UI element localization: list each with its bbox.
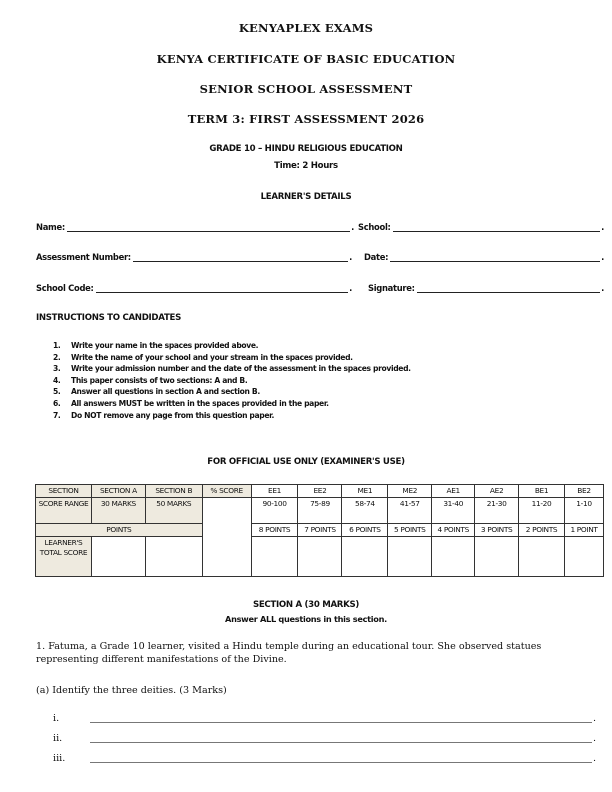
- score-range-label: SCORE RANGE: [36, 498, 92, 524]
- assessment-number-field[interactable]: Assessment Number: .: [36, 252, 352, 262]
- table-header-row: [36, 485, 604, 498]
- answer-line-i[interactable]: i. .: [53, 713, 596, 724]
- header-cell: AE1: [432, 485, 475, 498]
- range-cell: 21-30: [475, 498, 519, 524]
- assessment-title: SENIOR SCHOOL ASSESSMENT: [199, 82, 413, 96]
- points-row: [36, 524, 604, 537]
- points-cell: 7 POINTS: [298, 524, 342, 537]
- exam-time: Time: 2 Hours: [274, 161, 338, 171]
- learner-score-cell[interactable]: [564, 537, 603, 577]
- points-cell: 6 POINTS: [342, 524, 388, 537]
- name-line[interactable]: [67, 222, 350, 232]
- learner-score-cell[interactable]: [519, 537, 565, 577]
- header-cell: SECTION A: [91, 485, 145, 498]
- instructions-heading: INSTRUCTIONS TO CANDIDATES: [36, 313, 181, 323]
- school-code-line[interactable]: [96, 283, 349, 293]
- header-cell: SECTION B: [145, 485, 202, 498]
- instruction-item: 4. This paper consists of two sections: A and B.: [53, 375, 248, 385]
- learner-section-b-score[interactable]: [145, 537, 202, 577]
- range-cell: 75-89: [298, 498, 342, 524]
- header-cell: SECTION: [36, 485, 92, 498]
- range-cell: 41-57: [388, 498, 432, 524]
- instruction-item: 5. Answer all questions in section A and section B.: [53, 387, 260, 397]
- range-cell: 90-100: [251, 498, 298, 524]
- learner-section-a-score[interactable]: [91, 537, 145, 577]
- question-1-text: 1. Fatuma, a Grade 10 learner, visited a Hindu temple during an educational tour. She observed statues representing different manifestations of the Divine.: [36, 641, 542, 665]
- points-cell: 2 POINTS: [519, 524, 565, 537]
- score-table: [35, 484, 604, 577]
- date-label: Date:: [364, 252, 389, 262]
- score-range-row: [36, 498, 604, 524]
- school-code-field[interactable]: School Code: .: [36, 283, 352, 293]
- points-cell: 1 POINT: [564, 524, 603, 537]
- official-use-heading: FOR OFFICIAL USE ONLY (EXAMINER'S USE): [207, 457, 405, 467]
- school-label: School:: [358, 222, 391, 232]
- assessment-number-label: Assessment Number:: [36, 252, 131, 262]
- instruction-item: 6. All answers MUST be written in the spaces provided in the paper.: [53, 398, 329, 408]
- header-cell: BE2: [564, 485, 603, 498]
- instruction-item: 3. Write your admission number and the date of the assessment in the spaces provided.: [53, 364, 411, 374]
- section-a-marks: 30 MARKS: [91, 498, 145, 524]
- date-field[interactable]: Date: .: [364, 252, 604, 262]
- learner-total-label: LEARNER'S TOTAL SCORE: [36, 537, 92, 577]
- section-a-subtitle: Answer ALL questions in this section.: [225, 614, 387, 624]
- learner-score-cell[interactable]: [342, 537, 388, 577]
- answer-line-iii[interactable]: iii. .: [53, 753, 596, 764]
- term-title: TERM 3: FIRST ASSESSMENT 2026: [187, 112, 425, 126]
- learner-score-cell[interactable]: [388, 537, 432, 577]
- points-cell: 4 POINTS: [432, 524, 475, 537]
- certificate-title: KENYA CERTIFICATE OF BASIC EDUCATION: [156, 52, 456, 66]
- instruction-item: 2. Write the name of your school and your stream in the spaces provided.: [53, 352, 353, 362]
- points-label: POINTS: [36, 524, 203, 537]
- instruction-item: 1. Write your name in the spaces provided above.: [53, 341, 259, 350]
- header-cell: % SCORE: [202, 485, 251, 498]
- signature-line[interactable]: [417, 283, 600, 293]
- learner-score-cell[interactable]: [251, 537, 298, 577]
- school-code-label: School Code:: [36, 283, 94, 293]
- instruction-item: 7. Do NOT remove any page from this question paper.: [53, 410, 275, 420]
- field-row-assessment-date: [36, 252, 604, 266]
- header-cell: ME2: [388, 485, 432, 498]
- exam-body-title: KENYAPLEX EXAMS: [238, 21, 374, 35]
- learner-score-cell[interactable]: [432, 537, 475, 577]
- learner-details-heading: LEARNER'S DETAILS: [260, 192, 352, 202]
- range-cell: 31-40: [432, 498, 475, 524]
- name-label: Name:: [36, 222, 65, 232]
- school-line[interactable]: [393, 222, 601, 232]
- header-cell: AE2: [475, 485, 519, 498]
- signature-label: Signature:: [368, 283, 415, 293]
- school-field[interactable]: School: .: [358, 222, 604, 232]
- range-cell: 58-74: [342, 498, 388, 524]
- field-row-name-school: [36, 222, 604, 236]
- question-1a-text: (a) Identify the three deities. (3 Marks): [36, 685, 227, 696]
- points-cell: 3 POINTS: [475, 524, 519, 537]
- signature-field[interactable]: Signature: .: [368, 283, 604, 293]
- header-cell: ME1: [342, 485, 388, 498]
- header-cell: EE2: [298, 485, 342, 498]
- points-cell: 8 POINTS: [251, 524, 298, 537]
- range-cell: 11-20: [519, 498, 565, 524]
- learner-score-cell[interactable]: [298, 537, 342, 577]
- points-cell: 5 POINTS: [388, 524, 432, 537]
- header-cell: EE1: [251, 485, 298, 498]
- percent-score-cell[interactable]: [202, 498, 251, 577]
- field-row-code-signature: [36, 283, 604, 297]
- header-cell: BE1: [519, 485, 565, 498]
- section-b-marks: 50 MARKS: [145, 498, 202, 524]
- assessment-number-line[interactable]: [133, 252, 348, 262]
- learner-score-cell[interactable]: [475, 537, 519, 577]
- learner-total-row: [36, 537, 604, 577]
- instructions-list: [53, 341, 411, 422]
- section-a-title: SECTION A (30 MARKS): [252, 600, 360, 610]
- subject-title: GRADE 10 – HINDU RELIGIOUS EDUCATION: [209, 144, 403, 154]
- name-field[interactable]: Name: .: [36, 222, 354, 232]
- range-cell: 1-10: [564, 498, 603, 524]
- answer-line-ii[interactable]: ii. .: [53, 733, 596, 744]
- date-line[interactable]: [390, 252, 600, 262]
